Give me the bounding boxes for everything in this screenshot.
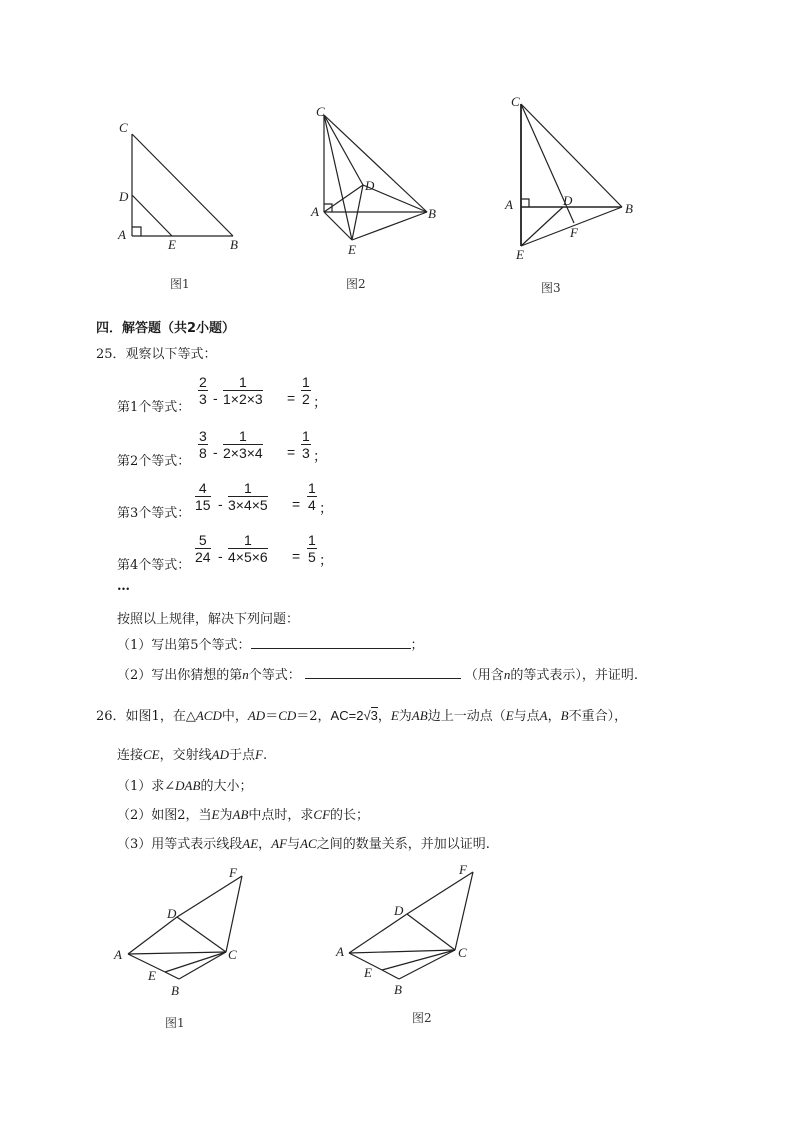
q25-equation-2 (117, 426, 417, 470)
t: ，交射线 (159, 748, 212, 763)
q26-sqrt-value: 3 (370, 708, 378, 723)
q25-equation-3 (117, 478, 417, 522)
t: 之间的数量关系，并加以证明. (316, 837, 490, 852)
t: 边上一动点（ (427, 709, 506, 724)
minus-sign: - (218, 548, 223, 564)
t: CF (313, 807, 331, 822)
t: ＝2， (296, 709, 331, 724)
q25-intro: 观察以下等式： (125, 347, 217, 362)
fig3-label-F: F (570, 225, 578, 240)
fig1-label-E: E (168, 237, 176, 252)
minus-sign: - (213, 390, 218, 406)
fig1-label-B: B (230, 237, 238, 252)
eq-label: 第2个等式： (117, 454, 191, 469)
fig2-label-E: E (348, 242, 356, 257)
q25-part2-suffix-var: n (503, 667, 511, 682)
fig3-caption: 图3 (541, 281, 561, 295)
t: ＝ (265, 709, 279, 724)
t: AF (271, 836, 288, 851)
t: ， (258, 837, 272, 852)
q26-fig2-label-F: F (459, 862, 467, 877)
minus-sign: - (218, 496, 223, 512)
equals-sign: = (287, 390, 296, 406)
q26-part1 (117, 777, 252, 796)
q25-part2-prefix: （2）写出你猜想的第 (117, 668, 243, 683)
q26-part3 (117, 835, 490, 854)
figure-2-diagram (324, 115, 427, 240)
t: . (262, 748, 268, 763)
t: 中， (221, 709, 248, 724)
t: DAB (175, 778, 201, 793)
t: 的长； (330, 808, 370, 823)
q26-figures-svg (0, 860, 800, 1040)
q25-equation-4 (117, 530, 417, 574)
q25-part2 (117, 666, 638, 685)
fraction-b: $\frac{1}{2\times 3\times 4}$ (223, 428, 263, 461)
fig1-caption: 图1 (170, 277, 190, 291)
t: 为 (398, 709, 412, 724)
q25-part1 (117, 637, 424, 655)
figure-1-diagram (132, 134, 233, 236)
q25-number: 25． (96, 347, 126, 362)
t: ， (547, 709, 561, 724)
t: 中点时，求 (248, 808, 314, 823)
q25-instruction: 按照以上规律，解决下列问题： (117, 612, 300, 627)
eq-label: 第3个等式： (117, 506, 191, 521)
q25-part2-var: n (242, 667, 249, 682)
q25-part1-blank[interactable] (251, 648, 411, 649)
t: ， (377, 709, 391, 724)
t: E (390, 708, 399, 723)
q25-part2-suffix-a: （用含 (464, 668, 504, 683)
q25-part2-blank[interactable] (305, 678, 461, 679)
q26-figures (0, 860, 800, 1040)
t: AC (300, 836, 317, 851)
q26-line1 (96, 707, 627, 726)
q26-fig1-label-C: C (228, 947, 237, 962)
terminator: ； (313, 394, 327, 410)
equals-sign: = (292, 548, 301, 564)
q25-equation-1 (117, 372, 417, 416)
fraction-a: $\frac{4}{15}$ (195, 480, 211, 513)
fig2-label-B: B (428, 206, 436, 221)
t: （2）如图2，当 (117, 808, 212, 823)
q26-part2 (117, 806, 369, 825)
fraction-b: $\frac{1}{4\times 5\times 6}$ (228, 532, 268, 565)
sqrt-symbol: √ (363, 708, 371, 723)
fig1-label-D: D (119, 189, 129, 204)
t: 如图1，在△ (125, 709, 196, 724)
eq-label: 第4个等式： (117, 558, 191, 573)
fraction-a: $\frac{5}{24}$ (195, 532, 211, 565)
fig1-label-C: C (119, 120, 128, 135)
t: AE (242, 836, 259, 851)
fraction-b: $\frac{1}{3\times 4\times 5}$ (228, 480, 268, 513)
t: 不重合）， (568, 709, 628, 724)
fig2-label-C: C (316, 104, 325, 119)
t: CD (278, 708, 297, 723)
t: B (560, 708, 569, 723)
figure-1-top (0, 0, 800, 310)
t: AD (247, 708, 266, 723)
q25-part1-suffix: ； (410, 638, 424, 653)
terminator: ； (319, 500, 333, 516)
section-heading: 四．解答题（共2小题） (96, 321, 236, 336)
q26-fig2-label-E: E (364, 965, 372, 980)
q26-figure-2-diagram (349, 872, 473, 979)
fraction-c: $\frac{1}{2}$ (302, 374, 310, 407)
q26-fig1-label-E: E (148, 968, 156, 983)
t: A (539, 708, 548, 723)
t: 为 (219, 808, 233, 823)
q25-part2-suffix-b: 的等式表示），并证明. (510, 668, 638, 683)
t: AB (411, 708, 428, 723)
t: 的大小； (200, 779, 253, 794)
fig2-label-D: D (365, 178, 375, 193)
q26-fig2-label-B: B (394, 982, 402, 997)
t: AB (232, 807, 249, 822)
eq-label: 第1个等式： (117, 400, 191, 415)
q26-ac-eq: =2 (348, 708, 364, 723)
t: 与 (287, 837, 301, 852)
fraction-c: $\frac{1}{3}$ (302, 428, 310, 461)
t: 于点 (229, 748, 256, 763)
fraction-c: $\frac{1}{5}$ (308, 532, 316, 565)
fig3-label-D: D (563, 193, 573, 208)
q26-fig1-label-F: F (229, 865, 237, 880)
fraction-a: $\frac{3}{8}$ (199, 428, 207, 461)
t: （3）用等式表示线段 (117, 837, 243, 852)
q26-fig1-label-B: B (171, 983, 179, 998)
q26-fig2-label-A: A (336, 944, 344, 959)
q26-fig1-label-D: D (167, 906, 177, 921)
q26-fig2-caption: 图2 (412, 1011, 432, 1025)
t: 与点 (513, 709, 540, 724)
q26-figure-1-diagram (128, 876, 242, 979)
q25-ellipsis: … (117, 579, 130, 594)
fig1-label-A: A (118, 227, 126, 242)
equals-sign: = (292, 496, 301, 512)
fraction-b: $\frac{1}{1\times 2\times 3}$ (223, 374, 263, 407)
t: （1）求∠ (117, 779, 176, 794)
fig3-label-C: C (511, 94, 520, 109)
q26-fig1-caption: 图1 (165, 1016, 185, 1030)
fig2-label-A: A (311, 204, 319, 219)
equals-sign: = (287, 444, 296, 460)
q26-fig2-label-C: C (458, 945, 467, 960)
geometry-figures-top (0, 0, 800, 310)
t: E (505, 708, 514, 723)
t: CE (143, 747, 160, 762)
fraction-c: $\frac{1}{4}$ (308, 480, 316, 513)
q26-fig2-label-D: D (394, 903, 404, 918)
fig3-label-B: B (625, 201, 633, 216)
fig3-label-A: A (505, 197, 513, 212)
terminator: ； (319, 552, 333, 568)
terminator: ； (313, 448, 327, 464)
minus-sign: - (213, 444, 218, 460)
fig3-label-E: E (516, 247, 524, 262)
t: E (211, 807, 220, 822)
t: 连接 (117, 748, 144, 763)
q25-header (96, 346, 217, 364)
q26-line2 (117, 746, 267, 765)
t: F (255, 747, 263, 762)
t: ACD (195, 708, 222, 723)
q26-number: 26． (96, 709, 126, 724)
q25-part2-mid: 个等式： (248, 668, 301, 683)
fraction-a: $\frac{2}{3}$ (199, 374, 207, 407)
q26-ac: AC (330, 708, 349, 723)
fig2-caption: 图2 (346, 277, 366, 291)
q25-part1-prefix: （1）写出第5个等式： (117, 638, 251, 653)
t: AD (211, 747, 229, 762)
q26-fig1-label-A: A (114, 947, 122, 962)
